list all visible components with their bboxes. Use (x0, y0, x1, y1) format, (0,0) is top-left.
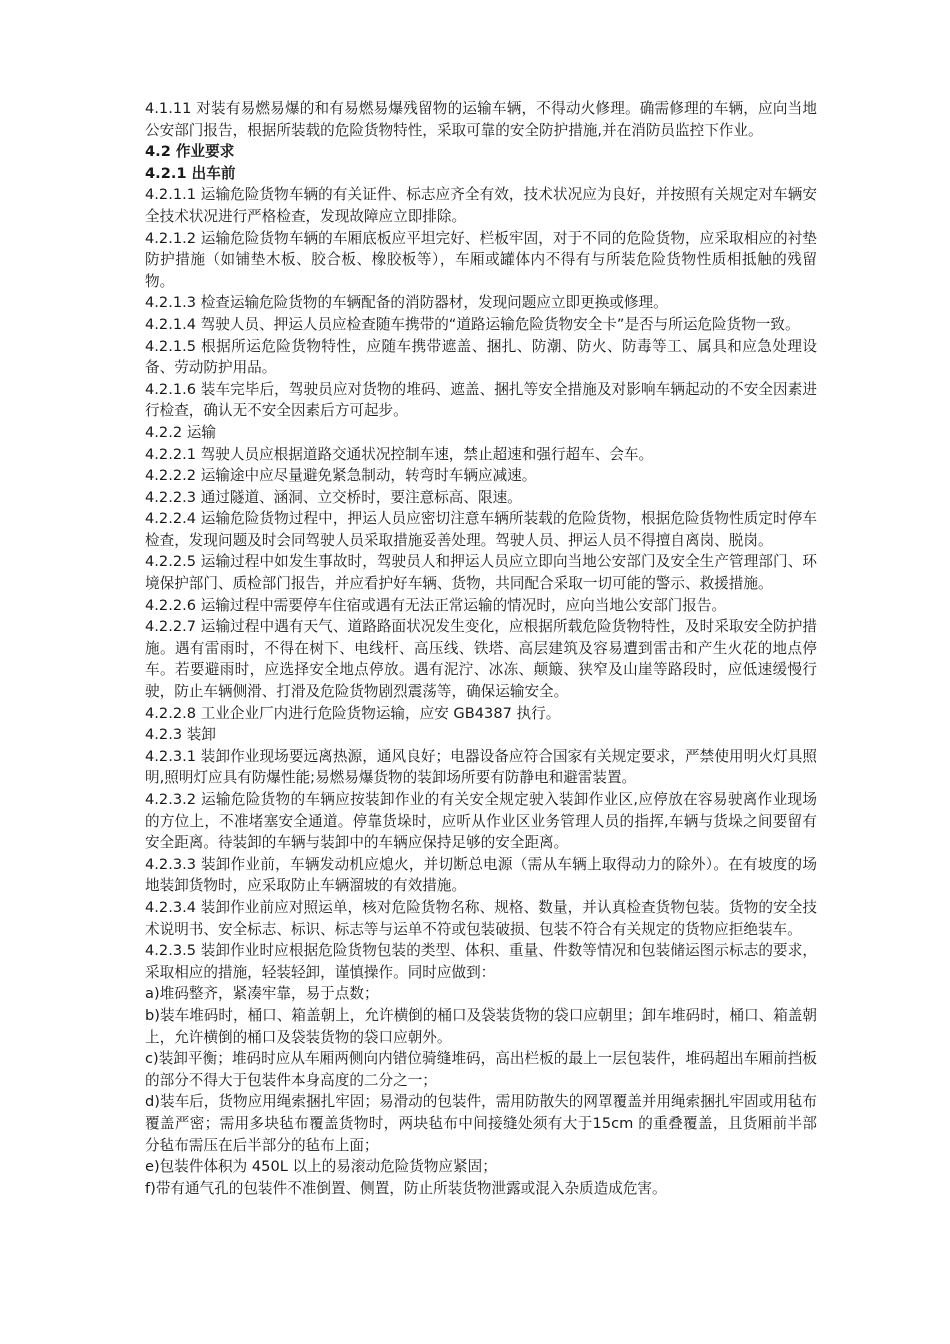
paragraph: 4.2.3 装卸 (145, 726, 216, 744)
paragraph: 4.2.1.6 装车完毕后，驾驶员应对货物的堆码、遮盖、捆扎等安全措施及对影响车辆起动的不安全因素进行检查，确认无不安全因素后方可起步。 (145, 380, 817, 420)
paragraph: 4.2.2.3 通过隧道、涵洞、立交桥时，要注意标高、限速。 (145, 488, 522, 506)
paragraph: f)带有通气孔的包装件不准倒置、侧置，防止所装货物泄露或混入杂质造成危害。 (145, 1179, 667, 1197)
paragraph: 4.2.1.2 运输危险货物车辆的车厢底板应平坦完好、栏板牢固，对于不同的危险货物，应采取相应的衬垫防护措施（如铺垫木板、胶合板、橡胶板等），车厢或罐体内不得有与所装危险货物性质相抵触的残留物。 (145, 229, 817, 290)
paragraph: 4.2.3.2 运输危险货物的车辆应按装卸作业的有关安全规定驶入装卸作业区,应停放在容易驶离作业现场的方位上，不准堵塞安全通道。停靠货垛时，应听从作业区业务管理人员的指挥,车辆与货垛之间要留有安全距离。待装卸的车辆与装卸中的车辆应保持足够的安全距离。 (145, 791, 817, 852)
paragraph: 4.2.3.4 装卸作业前应对照运单，核对危险货物名称、规格、数量，并认真检查货物包装。货物的安全技术说明书、安全标志、标识、标志等与运单不符或包装破损、包装不符合有关规定的货物应拒绝装车。 (145, 898, 817, 938)
paragraph: 4.2.2.1 驾驶人员应根据道路交通状况控制车速，禁止超速和强行超车、会车。 (145, 445, 654, 463)
paragraph: e)包装件体积为 450L 以上的易滚动危险货物应紧固； (145, 1158, 497, 1176)
paragraph: 4.2.2.4 运输危险货物过程中，押运人员应密切注意车辆所装载的危险货物，根据危险货物性质定时停车检查，发现问题及时会同驾驶人员采取措施妥善处理。驾驶人员、押运人员不得擅自离岗、脱岗。 (145, 510, 817, 549)
paragraph: 4.2.3.5 装卸作业时应根据危险货物包装的类型、体积、重量、件数等情况和包装储运图示标志的要求，采取相应的措施，轻装轻卸，谨慎操作。同时应做到： (145, 942, 817, 981)
paragraph: c)装卸平衡；堆码时应从车厢两侧向内错位骑缝堆码，高出栏板的最上一层包装件，堆码超出车厢前挡板的部分不得大于包装件本身高度的二分之一； (145, 1050, 817, 1089)
paragraph: 4.1.11 对装有易燃易爆的和有易燃易爆残留物的运输车辆，不得动火修理。确需修理的车辆，应向当地公安部门报告，根据所装载的危险货物特性，采取可靠的安全防护措施,并在消防员监控下作业。 (145, 100, 817, 139)
paragraph: 4.2.3.3 装卸作业前，车辆发动机应熄火，并切断总电源（需从车辆上取得动力的除外）。在有坡度的场地装卸货物时，应采取防止车辆溜坡的有效措施。 (145, 855, 817, 895)
paragraph: 4.2.2.2 运输途中应尽量避免紧急制动，转弯时车辆应减速。 (145, 467, 537, 485)
paragraph: d)装车后，货物应用绳索捆扎牢固；易滑动的包装件，需用防散失的网罩覆盖并用绳索捆扎牢固或用毡布覆盖严密；需用多块毡布覆盖货物时，两块毡布中间接缝处须有大于15cm 的重叠覆盖，且货厢前半部分毡布需压在后半部分的毡布上面； (145, 1093, 817, 1154)
paragraph: b)装车堆码时，桶口、箱盖朝上，允许横倒的桶口及袋装货物的袋口应朝里；卸车堆码时，桶口、箱盖朝上，允许横倒的桶口及袋装货物的袋口应朝外。 (145, 1006, 817, 1046)
section-heading: 4.2.1 出车前 (145, 164, 236, 182)
paragraph: 4.2.2 运输 (145, 423, 216, 441)
document-body (145, 98, 817, 1199)
paragraph: a)堆码整齐，紧凑牢靠，易于点数； (145, 985, 379, 1003)
section-heading: 4.2 作业要求 (145, 143, 235, 161)
paragraph: 4.2.2.5 运输过程中如发生事故时，驾驶员人和押运人员应立即向当地公安部门及安全生产管理部门、环境保护部门、质检部门报告，并应看护好车辆、货物，共同配合采取一切可能的警示、救援措施。 (145, 553, 817, 593)
paragraph: 4.2.1.1 运输危险货物车辆的有关证件、标志应齐全有效，技术状况应为良好，并按照有关规定对车辆安全技术状况进行严格检查，发现故障应立即排除。 (145, 186, 817, 225)
paragraph: 4.2.1.4 驾驶人员、押运人员应检查随车携带的“道路运输危险货物安全卡”是否与所运危险货物一致。 (145, 315, 800, 333)
paragraph: 4.2.2.8 工业企业厂内进行危险货物运输，应安 GB4387 执行。 (145, 704, 561, 722)
paragraph: 4.2.3.1 装卸作业现场要远离热源，通风良好；电器设备应符合国家有关规定要求，严禁使用明火灯具照明,照明灯应具有防爆性能;易燃易爆货物的装卸场所要有防静电和避雷装置。 (145, 747, 817, 787)
paragraph: 4.2.2.7 运输过程中遇有天气、道路路面状况发生变化，应根据所载危险货物特性，及时采取安全防护措施。遇有雷雨时，不得在树下、电线杆、高压线、铁塔、高层建筑及容易遭到雷击和产生火花的地点停车。若要避雨时，应选择安全地点停放。遇有泥泞、冰冻、颠簸、狭窄及山崖等路段时，应低速缓慢行驶，防止车辆侧滑、打滑及危险货物剧烈震荡等，确保运输安全。 (145, 618, 817, 701)
paragraph: 4.2.1.5 根据所运危险货物特性，应随车携带遮盖、捆扎、防潮、防火、防毒等工、属具和应急处理设备、劳动防护用品。 (145, 337, 817, 377)
paragraph: 4.2.1.3 检查运输危险货物的车辆配备的消防器材，发现问题应立即更换或修理。 (145, 294, 668, 312)
paragraph: 4.2.2.6 运输过程中需要停车住宿或遇有无法正常运输的情况时，应向当地公安部门报告。 (145, 596, 727, 614)
